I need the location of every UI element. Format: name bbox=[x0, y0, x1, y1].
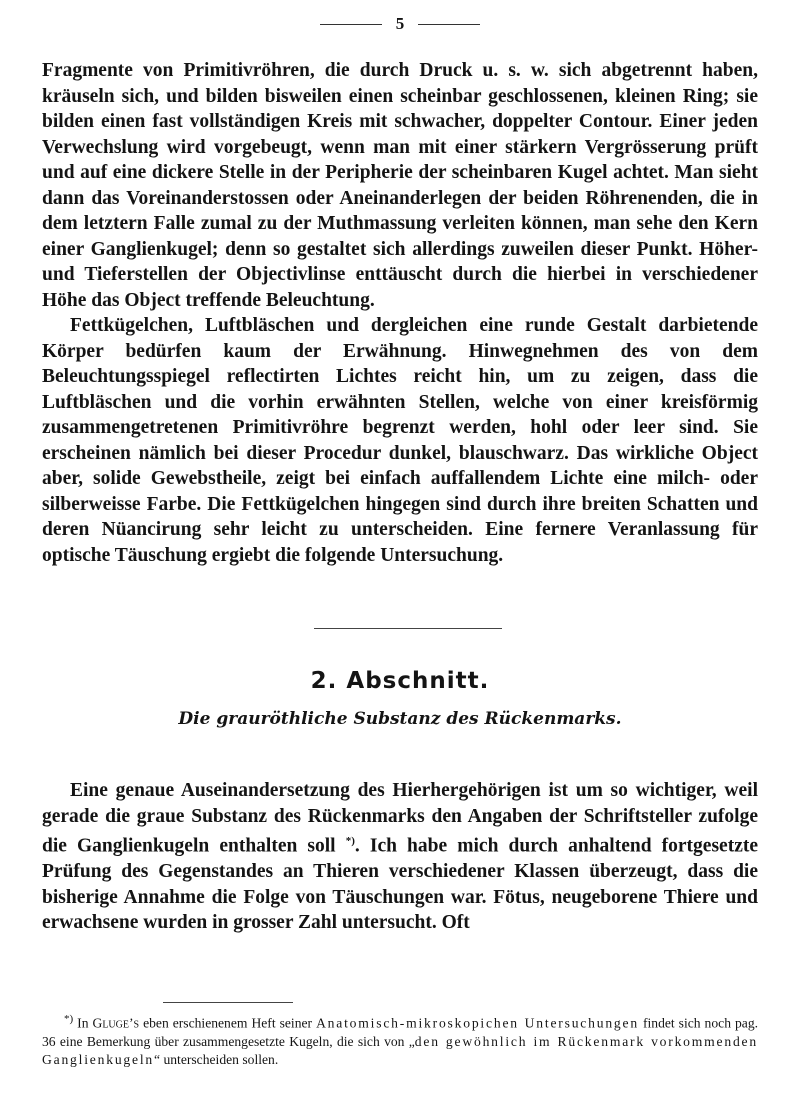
paragraph-2: Fettkügelchen, Luftbläschen und dergleichen eine runde Gestalt darbietende Körper bedürfen kaum der Erwähnung. Hinwegnehmen des von dem Beleuchtungsspiegel reflectirten Lichtes reicht hin, um zu zeigen, dass die Luftbläschen und die vorhin erwähnten Stellen, welche von einer kreisförmig zusammengetretenen Primitivröhre begrenzt werden, hohl oder leer sind. Sie erscheinen nämlich bei dieser Procedur dunkel, blauschwarz. Das wirkliche Object aber, solide Gewebstheile, zeigt bei einfach auffallendem Lichte eine milch- oder silberweisse Farbe. Die Fettkügelchen hingegen sind durch ihre breiten Schatten und deren Nüancirung sehr leicht zu unterscheiden. Eine fernere Veranlassung für optische Täuschung ergiebt die folgende Untersuchung. bbox=[42, 315, 758, 566]
footnote-text-d: “ unterscheiden sollen. bbox=[154, 1051, 279, 1067]
page-number: 5 bbox=[395, 14, 405, 33]
footnote-text-c: findet sich noch pag. 36 eine Bemerkung über zusammengesetzte Kugeln, die sich von „ bbox=[42, 1015, 759, 1049]
footnote-text-b: eben erschienenem Heft seiner bbox=[139, 1015, 317, 1031]
footnote-reference: *) bbox=[345, 835, 355, 847]
section-heading: 2. Abschnitt. bbox=[310, 668, 490, 694]
footnote-quote: den gewöhnlich im Rückenmark vorkommenden Ganglienkugeln bbox=[42, 1033, 758, 1067]
paragraph-3 bbox=[42, 778, 758, 936]
footnote-divider bbox=[163, 1002, 293, 1003]
footnote bbox=[42, 1010, 758, 1069]
section-subtitle: Die grauröthliche Substanz des Rückenmarks. bbox=[178, 709, 622, 729]
paragraph-3-text-a: Eine genaue Auseinandersetzung des Hierhergehörigen ist um so wichtiger, weil gerade die graue Substanz des Rückenmarks den Angaben der Schriftsteller zufolge die Ganglienkugeln enthalten soll bbox=[42, 780, 758, 857]
header-rule-right bbox=[418, 24, 480, 25]
footnote-author: Gluge’s bbox=[92, 1015, 140, 1031]
paragraph-1: Fragmente von Primitivröhren, die durch Druck u. s. w. sich abgetrennt haben, kräuseln sich, und bilden bisweilen einen scheinbar geschlossenen, kleinen Ring; sie bilden einen fast vollständigen Kreis mit schwacher, doppelter Contour. Einer jeden Verwechslung wird vorgebeugt, wenn man mit einer stärkern Vergrösserung prüft und auf eine dickere Stelle in der Peripherie der scheinbaren Kugel achtet. Man sieht dann das Voreinanderstossen oder Aneinanderlegen der beiden Röhrenenden, die in dem letztern Falle zumal zu der Muthmassung verleiten können, man sehe den Kern einer Ganglienkugel; denn so gestaltet sich allerdings zuweilen dieser Punkt. Höher- und Tieferstellen der Objectivlinse enttäuscht durch die hierbei in verschiedener Höhe das Object treffende Beleuchtung. bbox=[42, 60, 758, 311]
footnote-marker: *) bbox=[64, 1013, 74, 1025]
body-text-top bbox=[42, 58, 758, 568]
page-header bbox=[0, 10, 800, 38]
footnote-work-title: Anatomisch-mikroskopichen Untersuchungen bbox=[316, 1015, 639, 1031]
section-divider bbox=[314, 628, 502, 629]
footnote-text-a: In bbox=[73, 1015, 93, 1031]
paragraph-3-text-b: . Ich habe mich durch anhaltend fortgesetzte Prüfung des Gegenstandes an Thieren verschiedener Klassen überzeugt, dass die bisherige Annahme die Folge von Täuschungen war. Fötus, neugeborene Thiere und erwachsene wurden in grosser Zahl untersucht. Oft bbox=[42, 835, 758, 933]
header-rule-left bbox=[320, 24, 382, 25]
